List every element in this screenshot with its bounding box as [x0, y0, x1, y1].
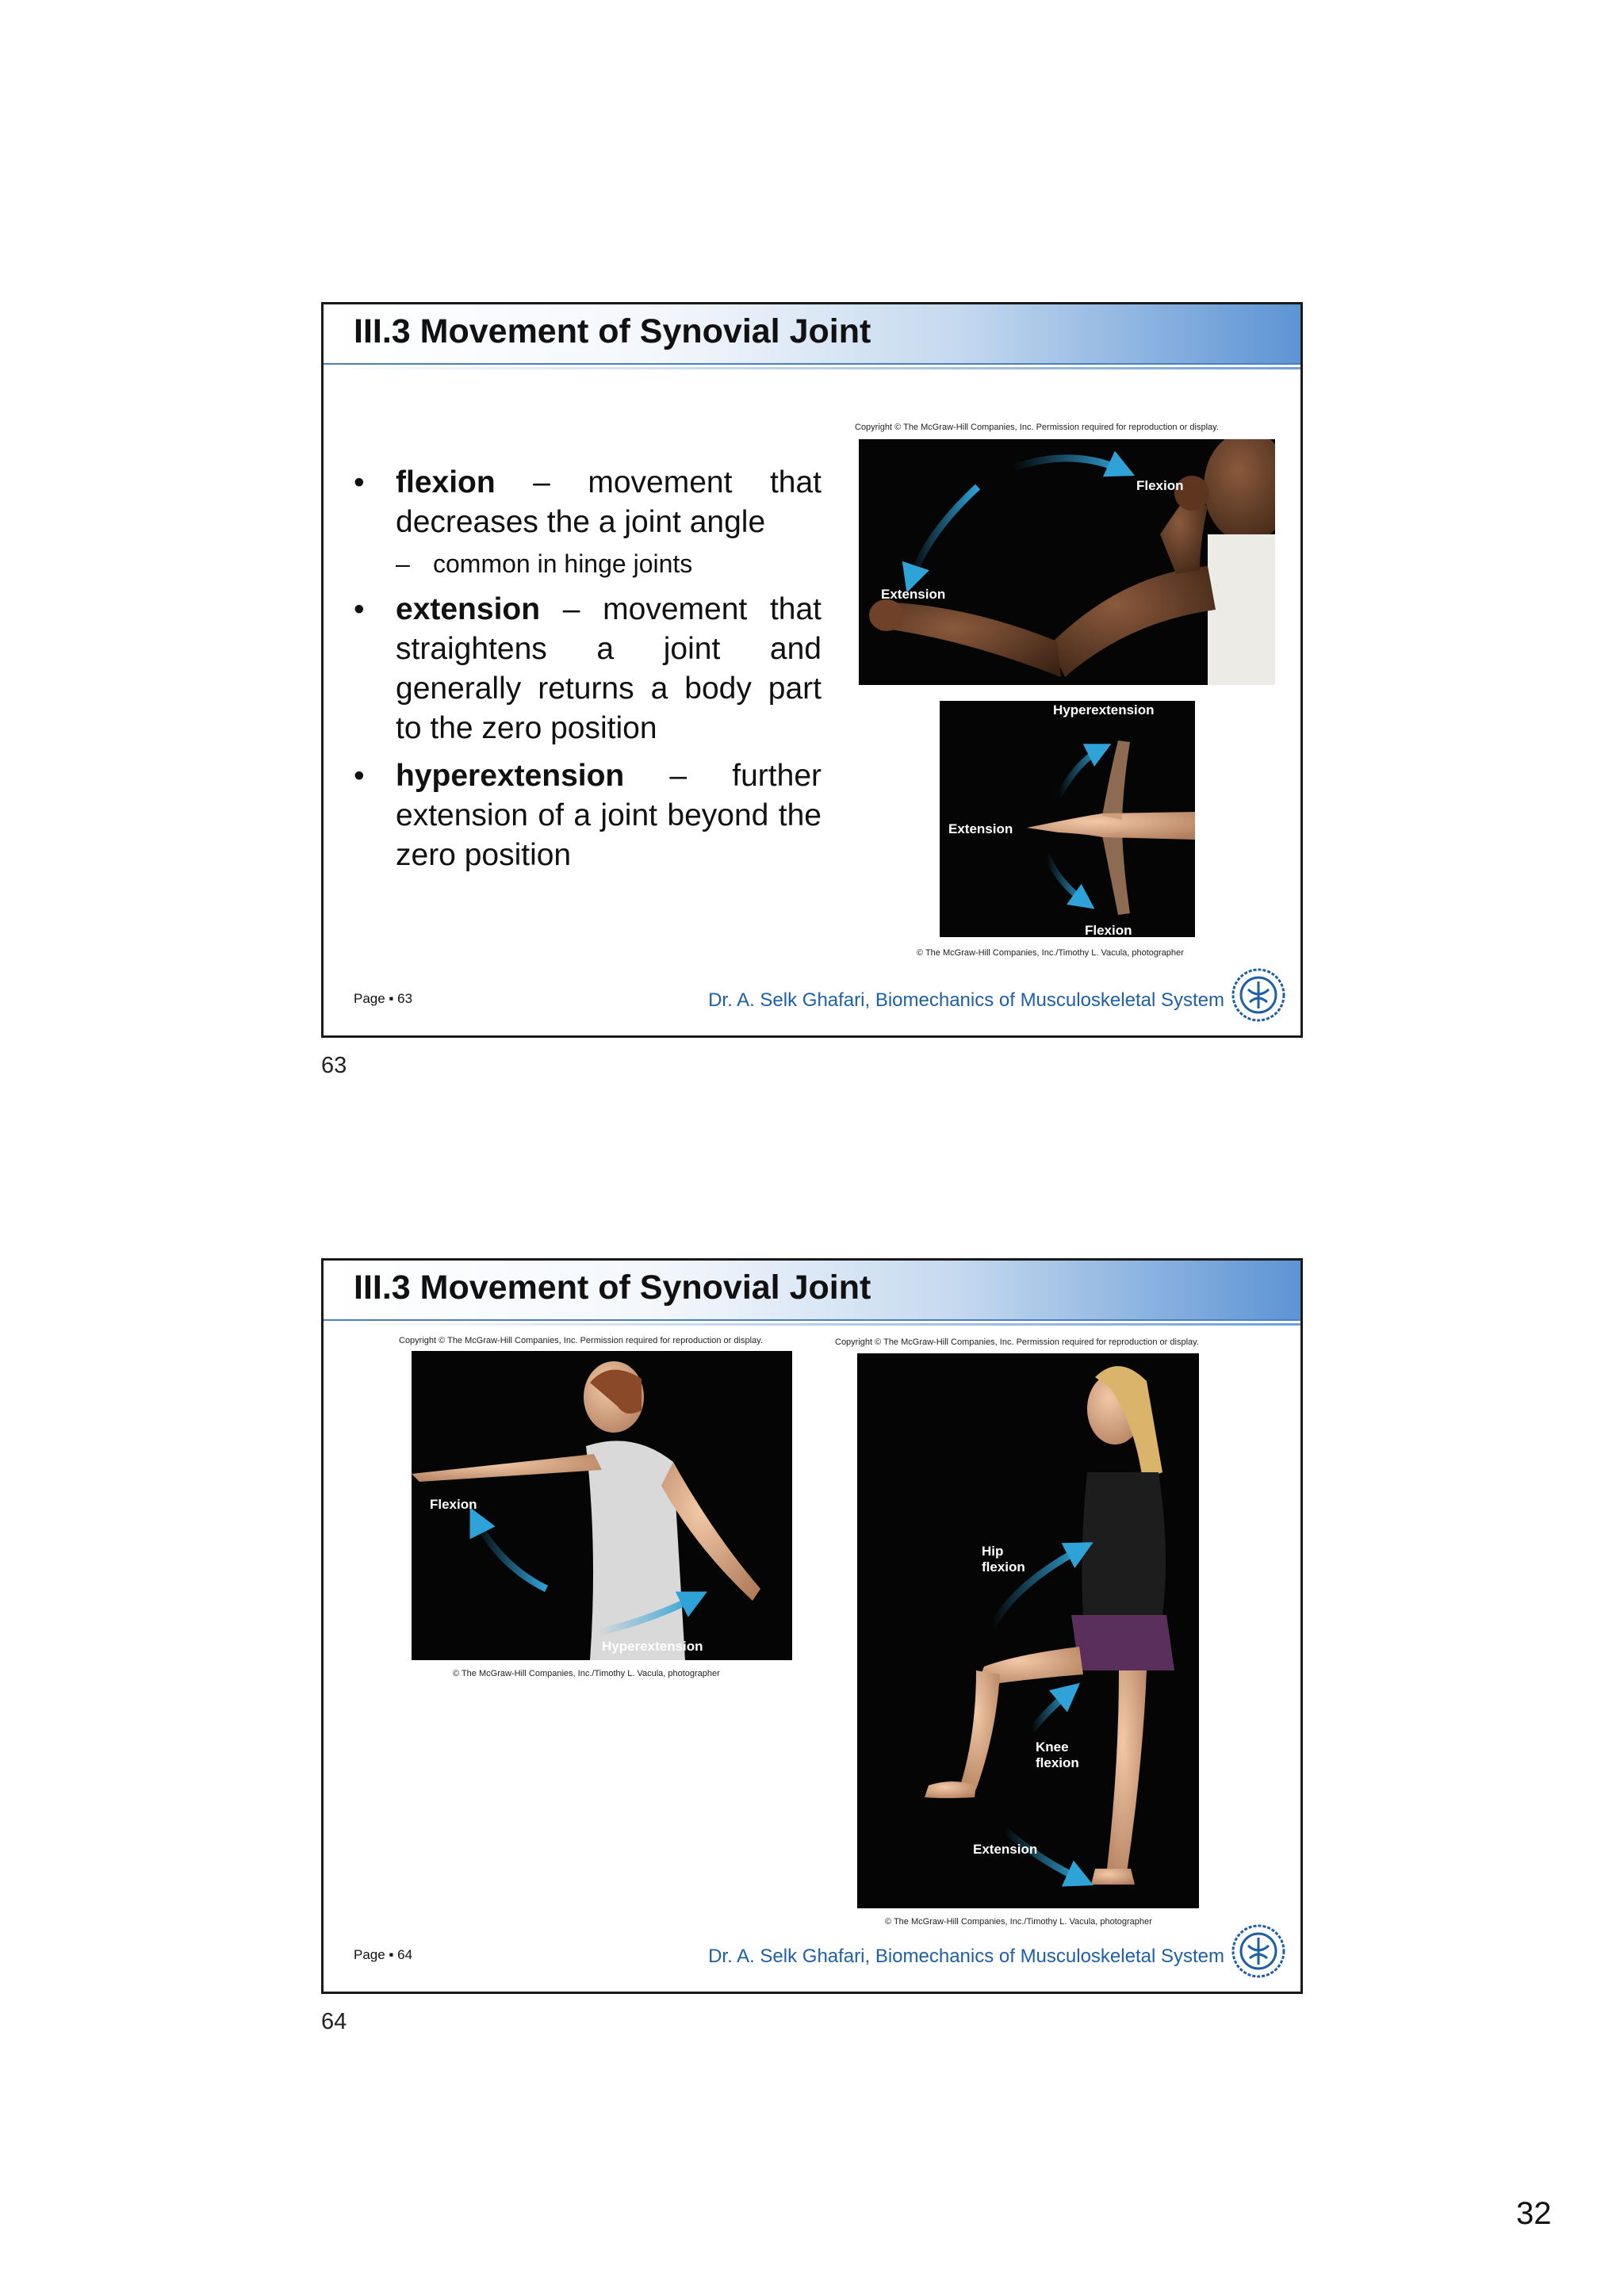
slide-number: 63: [321, 1053, 347, 1078]
label-knee-flexion: Knee flexion: [1036, 1739, 1079, 1770]
label-wrist-extension: Extension: [948, 821, 1013, 836]
copyright-notice-right: Copyright © The McGraw-Hill Companies, Inc. Permission required for reproduction or display.: [835, 1337, 1199, 1347]
wrist-illustration: [940, 701, 1195, 937]
slide-number: 64: [321, 2009, 347, 2034]
slide-64: [321, 1258, 1303, 1994]
bullet-list: [354, 463, 822, 875]
label-flexion: Flexion: [1136, 478, 1184, 493]
sub-bullet-text: common in hinge joints: [433, 549, 693, 578]
copyright-notice-left: Copyright © The McGraw-Hill Companies, Inc. Permission required for reproduction or display.: [399, 1336, 763, 1345]
author-credit: Dr. A. Selk Ghafari, Biomechanics of Musculoskeletal System: [708, 1946, 1224, 1967]
label-extension: Extension: [881, 587, 946, 602]
page-label: Page ▪ 64: [354, 1947, 413, 1962]
page-label: Page ▪ 63: [354, 991, 413, 1006]
bullet-extension: • extension – movement that straightens a joint and generally returns a body part to the zero position: [354, 592, 822, 745]
photo-credit-right: © The McGraw-Hill Companies, Inc./Timothy L. Vacula, photographer: [885, 1917, 1152, 1927]
document-page-number: 32: [1516, 2196, 1552, 2231]
term-extension: extension: [396, 592, 541, 626]
bullet-flexion: • flexion – movement that decreases the a joint angle: [354, 465, 822, 539]
label-hip-flexion: Hip flexion: [982, 1544, 1025, 1575]
slide-63: [321, 302, 1303, 1038]
sub-bullet-hinge: – common in hinge joints: [396, 549, 693, 578]
wrist-movement-photo: [940, 701, 1195, 937]
university-logo-icon: [1231, 967, 1286, 1023]
university-logo-icon: [1231, 1923, 1286, 1979]
elbow-illustration: [859, 439, 1275, 685]
slide-title-bar: [324, 304, 1300, 365]
definition-flexion: – movement that decreases the a joint angle: [396, 465, 822, 539]
label-shoulder-flexion: Flexion: [430, 1497, 477, 1512]
bullet-hyperextension: • hyperextension – further extension of a joint beyond the zero position: [354, 759, 822, 872]
definition-hyperextension: – further extension of a joint beyond the zero position: [396, 759, 822, 872]
label-shoulder-hyperextension: Hyperextension: [602, 1639, 703, 1654]
slide-title-bar: [324, 1261, 1300, 1321]
term-hyperextension: hyperextension: [396, 759, 625, 793]
author-credit: Dr. A. Selk Ghafari, Biomechanics of Musculoskeletal System: [708, 989, 1224, 1011]
slide-title: III.3 Movement of Synovial Joint: [354, 312, 871, 350]
label-hyperextension: Hyperextension: [1053, 702, 1155, 718]
slide-title: III.3 Movement of Synovial Joint: [354, 1269, 871, 1307]
hip-knee-movement-photo: [857, 1353, 1199, 1908]
copyright-notice: Copyright © The McGraw-Hill Companies, Inc. Permission required for reproduction or display.: [855, 423, 1219, 432]
label-wrist-flexion: Flexion: [1085, 923, 1132, 937]
elbow-flexion-photo: [859, 439, 1275, 685]
photo-credit-left: © The McGraw-Hill Companies, Inc./Timothy L. Vacula, photographer: [453, 1669, 720, 1678]
definition-extension: – movement that straightens a joint and generally returns a body part to the zero position: [396, 592, 822, 745]
photo-credit: © The McGraw-Hill Companies, Inc./Timothy L. Vacula, photographer: [917, 948, 1184, 958]
label-leg-extension: Extension: [973, 1842, 1038, 1857]
leg-illustration: [857, 1353, 1199, 1908]
shoulder-movement-photo: [412, 1351, 792, 1660]
term-flexion: flexion: [396, 465, 496, 499]
